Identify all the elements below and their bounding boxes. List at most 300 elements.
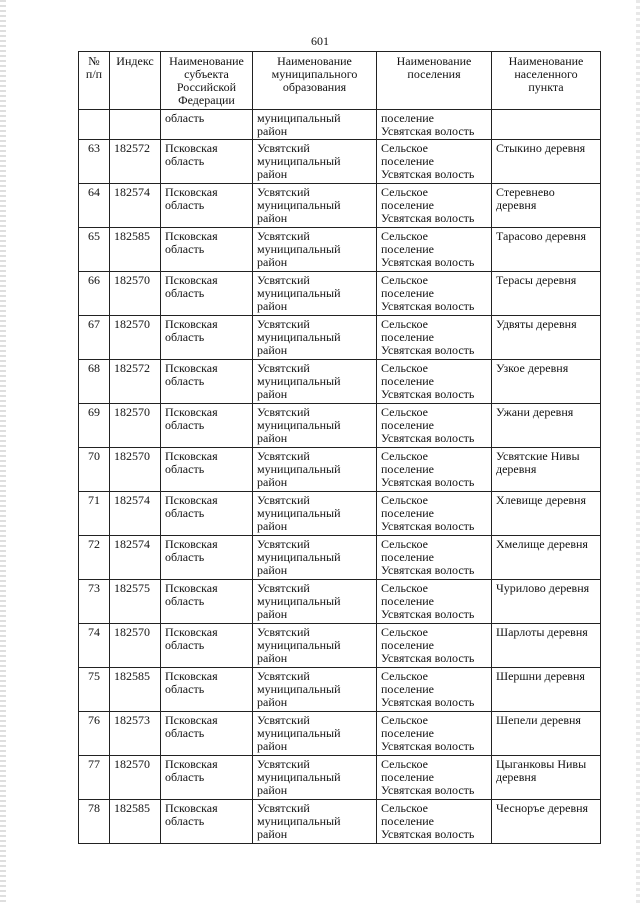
cell-municipality-line: район xyxy=(257,651,288,665)
cell-number-line: 72 xyxy=(88,537,100,551)
cell-settlement-line: Усвятская волость xyxy=(381,343,475,357)
cell-locality-line: деревня xyxy=(496,198,537,212)
cell-municipality xyxy=(253,360,377,404)
cell-settlement-line: Сельское xyxy=(381,625,428,639)
table-row xyxy=(79,668,601,712)
cell-municipality-line: район xyxy=(257,343,288,357)
cell-subject-line: область xyxy=(165,111,205,125)
cell-municipality xyxy=(253,140,377,184)
cell-municipality xyxy=(253,580,377,624)
cell-locality xyxy=(492,624,601,668)
cell-locality-line: Цыганковы Нивы xyxy=(496,757,587,771)
cell-municipality-line: Усвятский xyxy=(257,493,310,507)
cell-settlement-line: Усвятская волость xyxy=(381,299,475,313)
cell-locality xyxy=(492,228,601,272)
cell-subject-line: Псковская xyxy=(165,493,218,507)
cell-index xyxy=(110,712,161,756)
cell-municipality-line: муниципальный xyxy=(257,374,341,388)
cell-index xyxy=(110,536,161,580)
cell-settlement-line: поселение xyxy=(381,374,435,388)
cell-locality xyxy=(492,404,601,448)
cell-number xyxy=(79,712,110,756)
cell-subject-line: область xyxy=(165,770,205,784)
cell-municipality-line: район xyxy=(257,783,288,797)
cell-municipality-line: муниципальный xyxy=(257,286,341,300)
cell-settlement xyxy=(377,492,492,536)
cell-index-line: 182573 xyxy=(114,713,150,727)
cell-municipality xyxy=(253,756,377,800)
cell-subject-line: область xyxy=(165,154,205,168)
cell-number-line: 70 xyxy=(88,449,100,463)
cell-settlement-line: Усвятская волость xyxy=(381,607,475,621)
cell-subject xyxy=(161,668,253,712)
cell-number-line: 77 xyxy=(88,757,100,771)
table-row xyxy=(79,712,601,756)
cell-locality xyxy=(492,448,601,492)
cell-subject-line: Псковская xyxy=(165,669,218,683)
cell-locality-line: деревня xyxy=(496,462,537,476)
column-header-subject: Наименование субъекта Российской Федерации xyxy=(161,52,253,110)
page-number: 601 xyxy=(311,34,329,48)
table-body xyxy=(79,110,601,844)
cell-municipality xyxy=(253,110,377,140)
cell-subject-line: область xyxy=(165,550,205,564)
cell-number-line: 64 xyxy=(88,185,100,199)
cell-index xyxy=(110,448,161,492)
cell-settlement-line: поселение xyxy=(381,682,435,696)
cell-settlement-line: Сельское xyxy=(381,361,428,375)
table-row xyxy=(79,140,601,184)
cell-municipality-line: муниципальный xyxy=(257,682,341,696)
cell-subject xyxy=(161,712,253,756)
cell-municipality xyxy=(253,492,377,536)
cell-municipality-line: район xyxy=(257,387,288,401)
cell-index-line: 182570 xyxy=(114,757,150,771)
cell-subject-line: Псковская xyxy=(165,405,218,419)
cell-subject-line: область xyxy=(165,462,205,476)
cell-locality xyxy=(492,580,601,624)
cell-subject xyxy=(161,140,253,184)
cell-municipality-line: муниципальный xyxy=(257,770,341,784)
cell-index-line: 182572 xyxy=(114,361,150,375)
cell-subject xyxy=(161,448,253,492)
cell-index xyxy=(110,140,161,184)
cell-locality-line: Удвяты деревня xyxy=(496,317,577,331)
cell-settlement-line: Усвятская волость xyxy=(381,255,475,269)
cell-number-line: 63 xyxy=(88,141,100,155)
cell-subject-line: область xyxy=(165,726,205,740)
cell-settlement-line: поселение xyxy=(381,330,435,344)
cell-locality-line: Чесноръе деревня xyxy=(496,801,589,815)
table-header-row xyxy=(79,52,601,110)
cell-number-line: 73 xyxy=(88,581,100,595)
cell-locality xyxy=(492,184,601,228)
cell-settlement-line: Сельское xyxy=(381,801,428,815)
cell-number xyxy=(79,360,110,404)
cell-settlement-line: Сельское xyxy=(381,229,428,243)
cell-municipality-line: Усвятский xyxy=(257,185,310,199)
cell-number xyxy=(79,624,110,668)
cell-subject-line: область xyxy=(165,330,205,344)
cell-municipality-line: район xyxy=(257,475,288,489)
cell-subject xyxy=(161,580,253,624)
cell-municipality-line: район xyxy=(257,431,288,445)
cell-municipality-line: муниципальный xyxy=(257,594,341,608)
cell-subject xyxy=(161,272,253,316)
cell-settlement-line: Сельское xyxy=(381,757,428,771)
cell-municipality-line: муниципальный xyxy=(257,330,341,344)
cell-municipality-line: район xyxy=(257,211,288,225)
cell-index xyxy=(110,360,161,404)
cell-municipality-line: муниципальный xyxy=(257,111,341,125)
cell-municipality-line: Усвятский xyxy=(257,141,310,155)
cell-municipality xyxy=(253,536,377,580)
registry-table xyxy=(78,51,601,844)
cell-index-line: 182574 xyxy=(114,493,150,507)
cell-number-line: 66 xyxy=(88,273,100,287)
cell-number-line: 71 xyxy=(88,493,100,507)
cell-municipality-line: муниципальный xyxy=(257,726,341,740)
cell-index-line: 182575 xyxy=(114,581,150,595)
cell-settlement-line: Сельское xyxy=(381,141,428,155)
cell-index-line: 182574 xyxy=(114,537,150,551)
cell-municipality-line: Усвятский xyxy=(257,801,310,815)
cell-locality xyxy=(492,360,601,404)
cell-settlement xyxy=(377,110,492,140)
cell-locality xyxy=(492,800,601,844)
cell-settlement-line: Сельское xyxy=(381,713,428,727)
cell-subject xyxy=(161,110,253,140)
cell-municipality-line: муниципальный xyxy=(257,638,341,652)
cell-subject xyxy=(161,184,253,228)
cell-subject xyxy=(161,756,253,800)
cell-number xyxy=(79,228,110,272)
cell-subject xyxy=(161,492,253,536)
cell-subject xyxy=(161,360,253,404)
cell-settlement-line: Усвятская волость xyxy=(381,431,475,445)
cell-municipality-line: Усвятский xyxy=(257,405,310,419)
cell-settlement xyxy=(377,668,492,712)
cell-settlement-line: поселение xyxy=(381,418,435,432)
cell-municipality-line: муниципальный xyxy=(257,242,341,256)
cell-locality xyxy=(492,712,601,756)
cell-settlement-line: поселение xyxy=(381,242,435,256)
cell-municipality-line: Усвятский xyxy=(257,713,310,727)
cell-subject-line: Псковская xyxy=(165,273,218,287)
cell-settlement xyxy=(377,404,492,448)
cell-locality xyxy=(492,536,601,580)
table-row xyxy=(79,580,601,624)
cell-settlement-line: Усвятская волость xyxy=(381,563,475,577)
cell-settlement-line: поселение xyxy=(381,462,435,476)
cell-index-line: 182570 xyxy=(114,273,150,287)
cell-settlement-line: Усвятская волость xyxy=(381,695,475,709)
cell-settlement-line: Усвятская волость xyxy=(381,475,475,489)
cell-subject-line: Псковская xyxy=(165,581,218,595)
cell-subject-line: Псковская xyxy=(165,801,218,815)
cell-municipality-line: район xyxy=(257,827,288,841)
cell-index xyxy=(110,668,161,712)
cell-municipality-line: Усвятский xyxy=(257,449,310,463)
cell-municipality-line: Усвятский xyxy=(257,273,310,287)
table-row-continuation xyxy=(79,110,601,140)
cell-municipality-line: район xyxy=(257,563,288,577)
cell-number-line: 67 xyxy=(88,317,100,331)
cell-index-line: 182570 xyxy=(114,405,150,419)
cell-settlement-line: Сельское xyxy=(381,493,428,507)
cell-subject-line: Псковская xyxy=(165,713,218,727)
cell-subject xyxy=(161,228,253,272)
cell-municipality-line: Усвятский xyxy=(257,361,310,375)
cell-settlement-line: поселение xyxy=(381,770,435,784)
cell-settlement-line: Сельское xyxy=(381,669,428,683)
cell-municipality xyxy=(253,316,377,360)
cell-municipality-line: Усвятский xyxy=(257,581,310,595)
cell-index-line: 182585 xyxy=(114,669,150,683)
cell-municipality xyxy=(253,228,377,272)
table-row xyxy=(79,360,601,404)
cell-subject-line: Псковская xyxy=(165,229,218,243)
cell-subject-line: Псковская xyxy=(165,185,218,199)
cell-index xyxy=(110,228,161,272)
cell-municipality-line: район xyxy=(257,255,288,269)
cell-subject-line: область xyxy=(165,814,205,828)
cell-municipality xyxy=(253,404,377,448)
cell-number-line: 68 xyxy=(88,361,100,375)
cell-subject-line: Псковская xyxy=(165,625,218,639)
cell-municipality-line: муниципальный xyxy=(257,198,341,212)
cell-municipality-line: район xyxy=(257,695,288,709)
cell-index-line: 182585 xyxy=(114,801,150,815)
cell-settlement-line: Усвятская волость xyxy=(381,124,475,138)
cell-number-line: 74 xyxy=(88,625,100,639)
cell-settlement-line: Сельское xyxy=(381,317,428,331)
cell-settlement-line: Усвятская волость xyxy=(381,387,475,401)
cell-subject-line: область xyxy=(165,594,205,608)
table-row xyxy=(79,756,601,800)
cell-settlement-line: поселение xyxy=(381,814,435,828)
cell-locality-line: Шершни деревня xyxy=(496,669,585,683)
cell-municipality-line: Усвятский xyxy=(257,757,310,771)
cell-settlement xyxy=(377,800,492,844)
cell-settlement-line: Усвятская волость xyxy=(381,167,475,181)
cell-settlement-line: Усвятская волость xyxy=(381,519,475,533)
cell-number xyxy=(79,756,110,800)
cell-number-line: 78 xyxy=(88,801,100,815)
cell-municipality-line: муниципальный xyxy=(257,154,341,168)
cell-settlement-line: Сельское xyxy=(381,537,428,551)
scan-edge-right xyxy=(636,0,640,905)
cell-locality xyxy=(492,668,601,712)
cell-settlement-line: поселение xyxy=(381,638,435,652)
cell-locality-line: Чурилово деревня xyxy=(496,581,590,595)
table-row xyxy=(79,448,601,492)
cell-index-line: 182572 xyxy=(114,141,150,155)
cell-subject-line: область xyxy=(165,374,205,388)
cell-settlement-line: поселение xyxy=(381,550,435,564)
cell-locality xyxy=(492,272,601,316)
cell-settlement-line: поселение xyxy=(381,594,435,608)
cell-settlement-line: поселение xyxy=(381,506,435,520)
cell-subject-line: Псковская xyxy=(165,449,218,463)
cell-settlement-line: Сельское xyxy=(381,405,428,419)
cell-locality-line: Шепели деревня xyxy=(496,713,581,727)
cell-locality-line: Тарасово деревня xyxy=(496,229,586,243)
cell-index xyxy=(110,800,161,844)
cell-subject-line: область xyxy=(165,242,205,256)
cell-index-line: 182570 xyxy=(114,449,150,463)
cell-number xyxy=(79,140,110,184)
cell-number xyxy=(79,272,110,316)
cell-locality xyxy=(492,492,601,536)
table-row xyxy=(79,272,601,316)
cell-settlement-line: Усвятская волость xyxy=(381,783,475,797)
cell-index-line: 182570 xyxy=(114,625,150,639)
cell-number xyxy=(79,404,110,448)
cell-municipality-line: район xyxy=(257,124,288,138)
cell-number-line: 69 xyxy=(88,405,100,419)
cell-settlement xyxy=(377,756,492,800)
table-row xyxy=(79,184,601,228)
cell-subject xyxy=(161,404,253,448)
cell-locality-line: Стеревнево xyxy=(496,185,555,199)
cell-municipality-line: муниципальный xyxy=(257,418,341,432)
cell-settlement-line: Усвятская волость xyxy=(381,739,475,753)
cell-subject xyxy=(161,624,253,668)
cell-settlement xyxy=(377,140,492,184)
cell-subject-line: Псковская xyxy=(165,317,218,331)
cell-number xyxy=(79,536,110,580)
cell-municipality-line: Усвятский xyxy=(257,625,310,639)
cell-municipality xyxy=(253,448,377,492)
cell-settlement-line: поселение xyxy=(381,154,435,168)
cell-locality-line: Ужани деревня xyxy=(496,405,574,419)
cell-subject-line: Псковская xyxy=(165,537,218,551)
cell-locality xyxy=(492,316,601,360)
cell-subject-line: область xyxy=(165,286,205,300)
table-row xyxy=(79,624,601,668)
cell-subject xyxy=(161,536,253,580)
table-row xyxy=(79,228,601,272)
cell-municipality-line: муниципальный xyxy=(257,462,341,476)
cell-number xyxy=(79,184,110,228)
column-header-index: Индекс xyxy=(110,52,161,110)
cell-settlement xyxy=(377,624,492,668)
cell-municipality-line: Усвятский xyxy=(257,537,310,551)
cell-municipality xyxy=(253,272,377,316)
cell-subject-line: Псковская xyxy=(165,757,218,771)
cell-municipality-line: район xyxy=(257,519,288,533)
cell-municipality-line: Усвятский xyxy=(257,229,310,243)
cell-locality-line: Усвятские Нивы xyxy=(496,449,580,463)
cell-index xyxy=(110,404,161,448)
cell-municipality xyxy=(253,712,377,756)
cell-municipality-line: муниципальный xyxy=(257,550,341,564)
cell-settlement-line: Усвятская волость xyxy=(381,651,475,665)
cell-subject-line: область xyxy=(165,198,205,212)
cell-municipality-line: Усвятский xyxy=(257,317,310,331)
cell-subject-line: Псковская xyxy=(165,141,218,155)
cell-settlement xyxy=(377,184,492,228)
cell-municipality xyxy=(253,800,377,844)
cell-municipality-line: муниципальный xyxy=(257,814,341,828)
cell-locality xyxy=(492,140,601,184)
column-header-locality: Наименование населенного пункта xyxy=(492,52,601,110)
cell-municipality-line: район xyxy=(257,739,288,753)
cell-index xyxy=(110,492,161,536)
cell-index xyxy=(110,110,161,140)
cell-locality xyxy=(492,110,601,140)
cell-settlement-line: поселение xyxy=(381,111,435,125)
cell-locality-line: Шарлоты деревня xyxy=(496,625,588,639)
cell-municipality-line: район xyxy=(257,167,288,181)
table-row xyxy=(79,536,601,580)
cell-settlement xyxy=(377,712,492,756)
cell-index xyxy=(110,184,161,228)
cell-number xyxy=(79,800,110,844)
column-header-settlement: Наименование поселения xyxy=(377,52,492,110)
cell-settlement xyxy=(377,228,492,272)
cell-settlement xyxy=(377,272,492,316)
cell-municipality-line: Усвятский xyxy=(257,669,310,683)
cell-index-line: 182574 xyxy=(114,185,150,199)
cell-locality-line: деревня xyxy=(496,770,537,784)
cell-settlement xyxy=(377,448,492,492)
cell-number-line: 75 xyxy=(88,669,100,683)
table-row xyxy=(79,404,601,448)
cell-settlement xyxy=(377,536,492,580)
column-header-number: № п/п xyxy=(79,52,110,110)
cell-settlement xyxy=(377,360,492,404)
cell-subject-line: область xyxy=(165,638,205,652)
cell-settlement-line: Сельское xyxy=(381,581,428,595)
cell-number xyxy=(79,110,110,140)
column-header-municipality: Наименование муниципального образования xyxy=(253,52,377,110)
cell-subject-line: область xyxy=(165,682,205,696)
cell-number xyxy=(79,316,110,360)
cell-locality-line: Хмелище деревня xyxy=(496,537,588,551)
cell-index xyxy=(110,316,161,360)
cell-municipality xyxy=(253,624,377,668)
cell-subject xyxy=(161,316,253,360)
cell-municipality-line: район xyxy=(257,607,288,621)
cell-settlement-line: поселение xyxy=(381,286,435,300)
cell-locality-line: Стыкино деревня xyxy=(496,141,586,155)
table-row xyxy=(79,800,601,844)
cell-settlement-line: Усвятская волость xyxy=(381,211,475,225)
cell-subject-line: область xyxy=(165,506,205,520)
cell-subject xyxy=(161,800,253,844)
cell-settlement-line: Сельское xyxy=(381,273,428,287)
scan-edge-left xyxy=(0,0,6,905)
cell-municipality xyxy=(253,668,377,712)
cell-settlement-line: поселение xyxy=(381,198,435,212)
cell-subject-line: область xyxy=(165,418,205,432)
cell-index-line: 182570 xyxy=(114,317,150,331)
cell-index-line: 182585 xyxy=(114,229,150,243)
cell-number xyxy=(79,668,110,712)
cell-locality-line: Хлевище деревня xyxy=(496,493,586,507)
cell-locality-line: Терасы деревня xyxy=(496,273,577,287)
cell-number-line: 76 xyxy=(88,713,100,727)
cell-municipality xyxy=(253,184,377,228)
cell-number xyxy=(79,580,110,624)
cell-settlement-line: Усвятская волость xyxy=(381,827,475,841)
cell-index xyxy=(110,756,161,800)
cell-index xyxy=(110,580,161,624)
cell-settlement xyxy=(377,580,492,624)
cell-settlement-line: Сельское xyxy=(381,185,428,199)
